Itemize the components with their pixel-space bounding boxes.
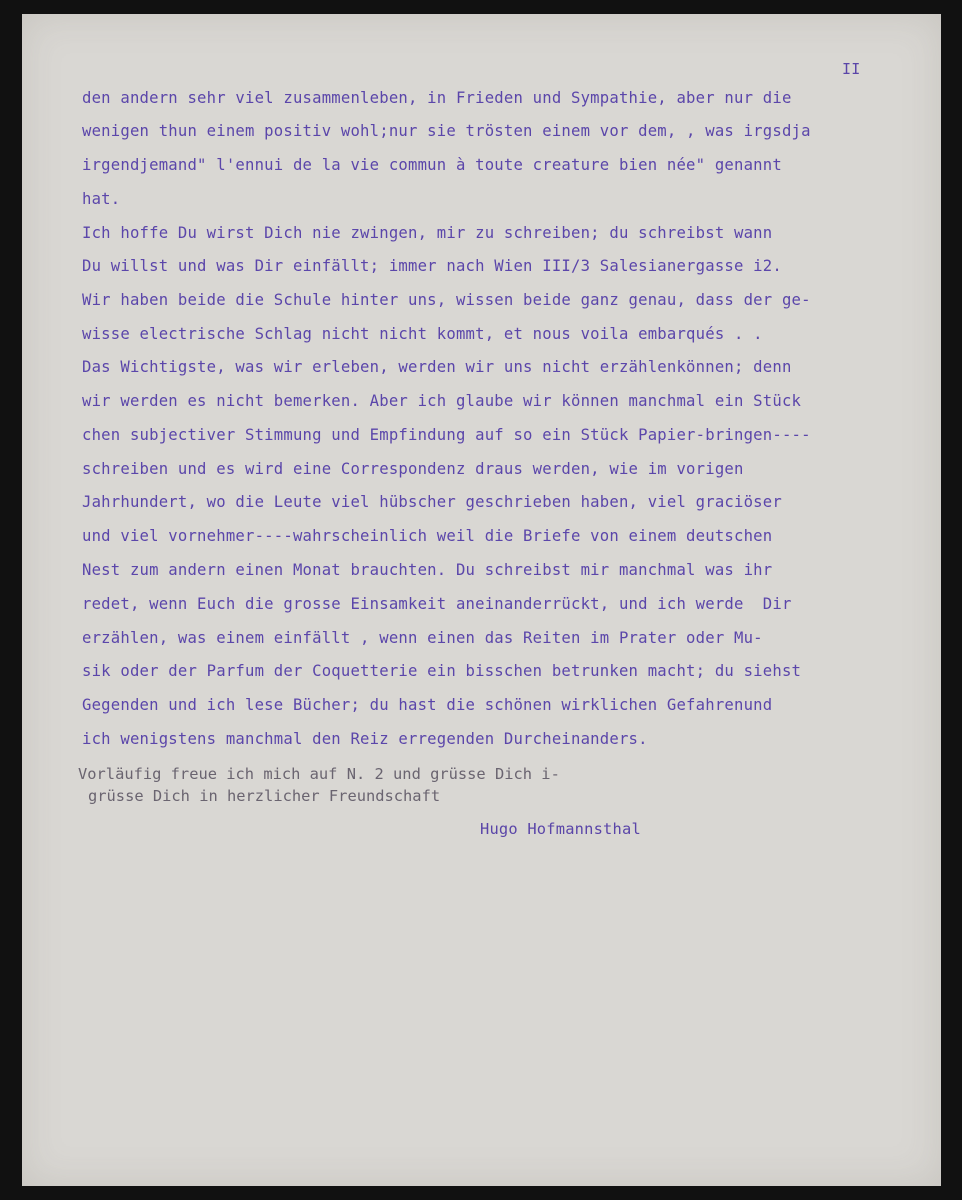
body-line: schreiben und es wird eine Correspondenz draus werden, wie im vorigen bbox=[82, 460, 744, 478]
body-line: und viel vornehmer----wahrscheinlich weil die Briefe von einem deutschen bbox=[82, 527, 773, 545]
body-line: Das Wichtigste, was wir erleben, werden wir uns nicht erzählenkönnen; denn bbox=[82, 358, 792, 376]
body-line: hat. bbox=[82, 190, 121, 208]
body-line: den andern sehr viel zusammenleben, in Frieden und Sympathie, aber nur die bbox=[82, 89, 792, 107]
body-line: wir werden es nicht bemerken. Aber ich glaube wir können manchmal ein Stück bbox=[82, 392, 802, 410]
body-line: erzählen, was einem einfällt , wenn einen das Reiten im Prater oder Mu- bbox=[82, 629, 763, 647]
body-line: wisse electrische Schlag nicht nicht kommt, et nous voila embarqués . . bbox=[82, 325, 763, 343]
letter-page bbox=[22, 14, 941, 1186]
body-line: Jahrhundert, wo die Leute viel hübscher geschrieben haben, viel graciöser bbox=[82, 493, 782, 511]
letter-body bbox=[82, 89, 811, 748]
body-line: ich wenigstens manchmal den Reiz erregenden Durcheinanders. bbox=[82, 730, 648, 748]
body-line: chen subjectiver Stimmung und Empfindung auf so ein Stück Papier-bringen---- bbox=[82, 426, 811, 444]
signature: Hugo Hofmannsthal bbox=[480, 820, 641, 838]
page-number: II bbox=[842, 60, 861, 78]
body-line: irgendjemand" l'ennui de la vie commun à toute creature bien née" genannt bbox=[82, 156, 782, 174]
body-line: Gegenden und ich lese Bücher; du hast die schönen wirklichen Gefahrenund bbox=[82, 696, 773, 714]
body-line: Wir haben beide die Schule hinter uns, wissen beide ganz genau, dass der ge- bbox=[82, 291, 811, 309]
body-line: wenigen thun einem positiv wohl;nur sie trösten einem vor dem, , was irgsdja bbox=[82, 122, 811, 140]
body-line: Ich hoffe Du wirst Dich nie zwingen, mir zu schreiben; du schreibst wann bbox=[82, 224, 773, 242]
closing-line: grüsse Dich in herzlicher Freundschaft bbox=[88, 787, 441, 805]
body-line: Du willst und was Dir einfällt; immer nach Wien III/3 Salesianergasse i2. bbox=[82, 257, 782, 275]
body-line: Nest zum andern einen Monat brauchten. Du schreibst mir manchmal was ihr bbox=[82, 561, 773, 579]
closing-line: Vorläufig freue ich mich auf N. 2 und grüsse Dich i- bbox=[78, 765, 560, 783]
body-line: sik oder der Parfum der Coquetterie ein bisschen betrunken macht; du siehst bbox=[82, 662, 802, 680]
body-line: redet, wenn Euch die grosse Einsamkeit aneinanderrückt, und ich werde Dir bbox=[82, 595, 792, 613]
